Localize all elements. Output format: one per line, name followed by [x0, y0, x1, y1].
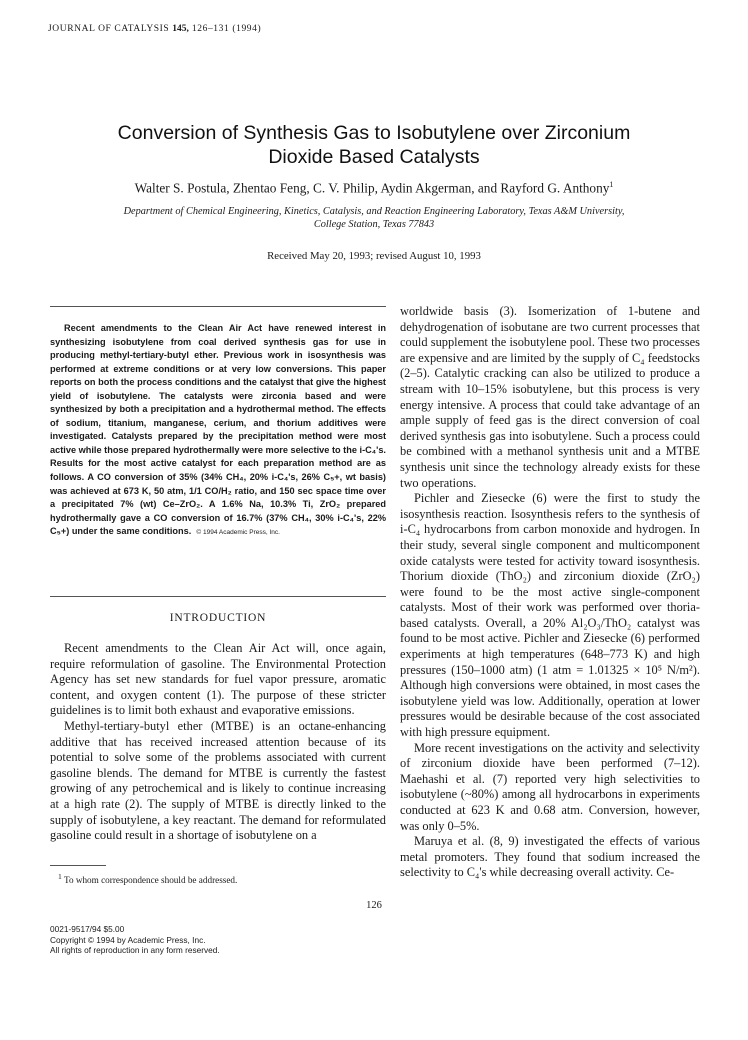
footnote-rule	[50, 865, 106, 866]
right-paragraph-1: worldwide basis (3). Isomerization of 1-butene and dehydrogenation of isobutane are two current processes that could supplement the isobutylene pool. These two processes are expensive and are limited by the supply of C₄ feedstocks (2–5). Catalytic cracking can also be utilized to produce a stream with 10–15% isobutylene, but this process is very energy intensive. A process that could take advantage of an ample supply of feed gas is the direct conversion of coal derived synthesis gas into isobutylene. Such a process could be combined with a methanol synthesis unit and a MTBE synthesis unit since the technology already exists for these two operations.	[400, 304, 700, 490]
footnote-text: To whom correspondence should be addressed.	[63, 875, 238, 886]
abstract-bottom-rule	[50, 596, 386, 597]
author-list	[40, 180, 708, 196]
left-column-body	[50, 641, 386, 844]
right-paragraph-3: More recent investigations on the activity and selectivity of zirconium dioxide have been performed (7–12). Maehashi et al. (7) reported very high selectivities to isobutylene (~80%) among all hydrocarbons in experiments conducted at 623 K and 0.68 atm. Conversion, however, was only 0–5%.	[400, 740, 700, 833]
affiliation	[70, 205, 678, 231]
copyright-block	[50, 924, 220, 956]
journal-volume: 145,	[172, 24, 189, 34]
right-paragraph-2: Pichler and Ziesecke (6) were the first to study the isosynthesis reaction. Isosynthesis refers to the synthesis of i-C₄ hydrocarbons from carbon monoxide and hydrogen. In their study, several single component and multicomponent oxide catalysts were tested for activity toward isosynthesis. Thorium dioxide (ThO₂) and zirconium dioxide (ZrO₂) were found to be the most active single-component catalysts. Most of their work was performed over thoria-based catalysts. Overall, a 20% Al₂O₃/ThO₂ catalyst was found to be most active. Pichler and Ziesecke (6) performed experiments at high temperatures (648–773 K) and high pressures (150–1000 atm) (1 atm = 1.01325 × 10⁵ N/m²). Although high conversions were obtained, in most cases the isobutylene yield was low. Additionally, operation at lower pressures would be desirable because of the cost associated with high pressure equipment.	[400, 491, 700, 740]
received-dates: Received May 20, 1993; revised August 10, 1993	[267, 250, 481, 262]
abstract	[50, 322, 386, 540]
right-column-body	[400, 304, 700, 881]
section-heading-introduction: INTRODUCTION	[169, 612, 267, 624]
affiliation-line-1: Department of Chemical Engineering, Kinetics, Catalysis, and Reaction Engineering Laboratory, Texas A&M University,	[123, 206, 625, 217]
footnote	[50, 872, 386, 885]
copyright-line-1: 0021-9517/94 $5.00	[50, 924, 125, 934]
left-paragraph-2: Methyl-tertiary-butyl ether (MTBE) is an octane-enhancing additive that has received increased attention because of its potential to solve some of the problems associated with current gasoline blends. The demand for MTBE is currently the fastest growing of any petrochemical and is likely to continue increasing at a high rate (2). The supply of MTBE is directly linked to the supply of isobutylene, a key reactant. The demand for reformulated gasoline could result in a shortage of isobutylene on a	[50, 718, 386, 843]
page-number: 126	[366, 900, 382, 911]
copyright-line-3: All rights of reproduction in any form reserved.	[50, 945, 220, 955]
left-paragraph-1: Recent amendments to the Clean Air Act will, once again, require reformulation of gasoline. The Environmental Protection Agency has set new standards for fuel vapor pressure, aromatic content, and oxygen content (1). The purpose of these stricter guidelines is to limit both exhaust and evaporative emissions.	[50, 641, 386, 718]
right-paragraph-4: Maruya et al. (8, 9) investigated the effects of various metal promoters. They found that sodium increased the selectivity to C₄'s while decreasing overall activity. Ce-	[400, 834, 700, 880]
abstract-text: Recent amendments to the Clean Air Act have renewed interest in synthesizing isobutylene from coal derived synthesis gas for use in producing methyl-tertiary-butyl ether. Previous work in isosynthesis was performed at extreme conditions or at very low conversions. This paper reports on both the process conditions and the catalyst that give the highest yield of isobutylene. The catalysts were zirconia based and were synthesized by both a precipitation and a hydrothermal method. The effects of sodium, titanium, manganese, cerium, and thorium additives were investigated. Catalysts prepared by the precipitation method were most active while those prepared hydrothermally were more selective to the i-C₄'s. Results for the most active catalyst for each preparation method are as follows. A CO conversion of 35% (34% CH₄, 20% i-C₄'s, 26% C₅+, wt basis) was achieved at 673 K, 50 atm, 1/1 CO/H₂ ratio, and 150 sec space time over a precipitated 7% (wt) Ce–ZrO₂. A 1.6% Na, 10.3% Ti, ZrO₂ prepared hydrothermally gave a CO conversion of 16.7% (37% CH₄, 30% i-C₄'s, 22% C₅+) under the same conditions.	[50, 323, 386, 537]
abstract-paragraph	[50, 322, 386, 540]
abstract-top-rule	[50, 306, 386, 307]
paper-title	[60, 121, 688, 169]
title-line-2: Dioxide Based Catalysts	[268, 146, 480, 168]
journal-name: JOURNAL OF CATALYSIS	[48, 24, 170, 34]
title-line-1: Conversion of Synthesis Gas to Isobutylene over Zirconium	[117, 122, 631, 144]
affiliation-line-2: College Station, Texas 77843	[313, 219, 435, 230]
journal-pages: 126–131 (1994)	[191, 24, 262, 34]
author-note-mark: 1	[609, 180, 614, 189]
authors-text: Walter S. Postula, Zhentao Feng, C. V. Philip, Aydin Akgerman, and Rayford G. Anthony	[134, 180, 610, 196]
running-head	[48, 24, 261, 34]
footnote-mark: 1	[58, 872, 62, 881]
copyright-line-2: Copyright © 1994 by Academic Press, Inc.	[50, 934, 206, 945]
abstract-copyright: © 1994 Academic Press, Inc.	[196, 529, 280, 537]
